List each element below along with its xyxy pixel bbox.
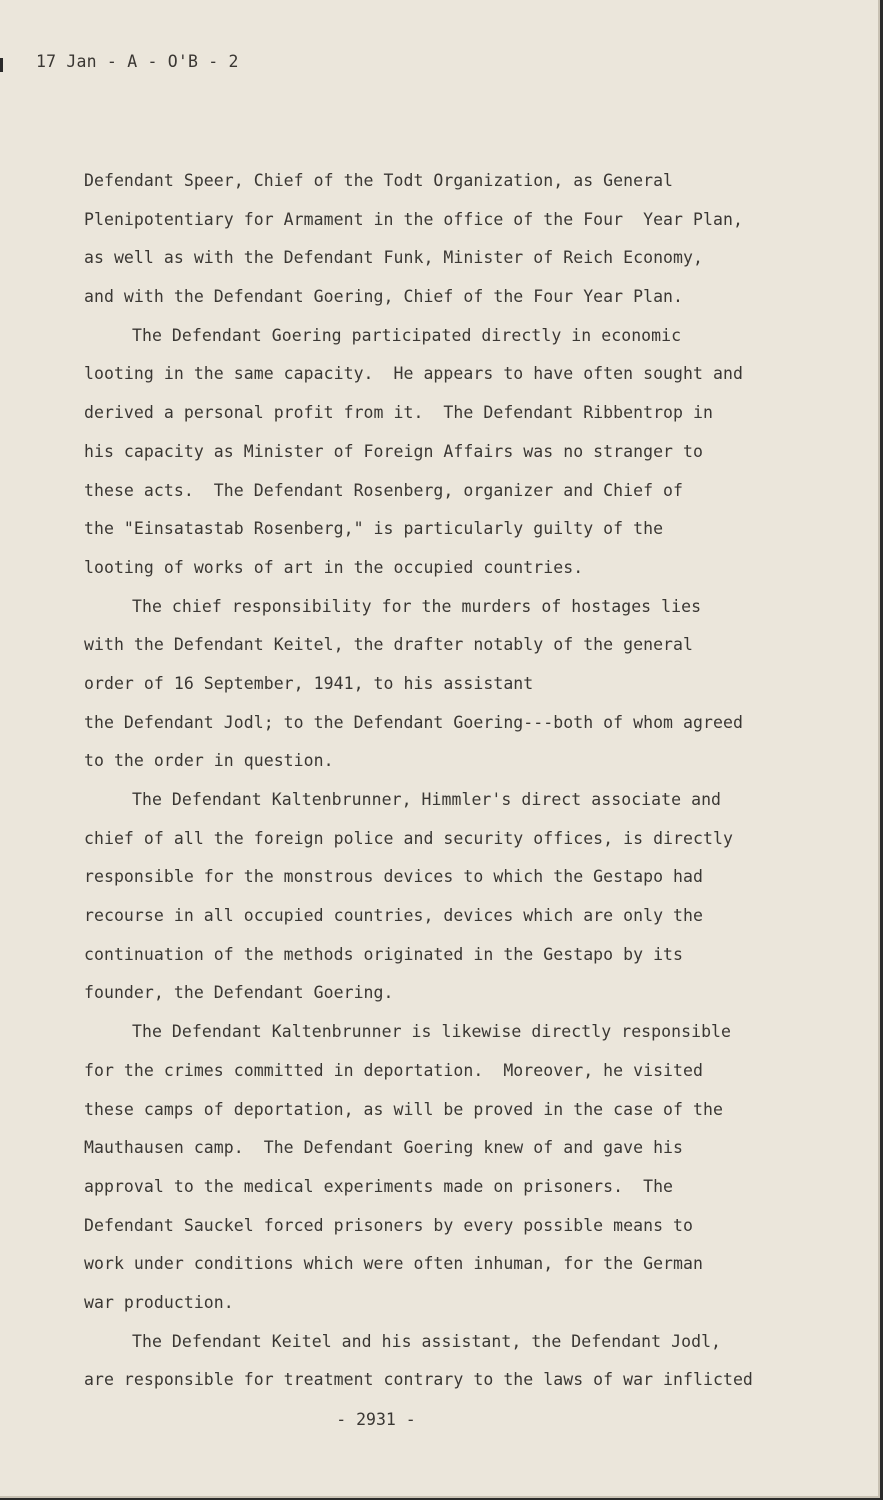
- text-line: these acts. The Defendant Rosenberg, organizer and Chief of: [84, 480, 684, 500]
- page-number: - 2931 -: [336, 1410, 416, 1429]
- text-line: to the order in question.: [84, 751, 334, 771]
- text-line: The chief responsibility for the murders of hostages lies: [132, 596, 702, 616]
- text-line: continuation of the methods originated in the Gestapo by its: [84, 944, 684, 964]
- scan-edge-mark: [0, 58, 3, 72]
- text-line: Defendant Speer, Chief of the Todt Organization, as General: [84, 171, 674, 190]
- text-line: chief of all the foreign police and security offices, is directly: [84, 828, 733, 848]
- text-line: looting of works of art in the occupied countries.: [84, 557, 584, 577]
- text-line: derived a personal profit from it. The Defendant Ribbentrop in: [84, 403, 713, 423]
- page-header: 17 Jan - A - O'B - 2: [36, 52, 239, 71]
- text-line: responsible for the monstrous devices to which the Gestapo had: [84, 867, 703, 887]
- text-line: looting in the same capacity. He appears to have often sought and: [84, 364, 743, 384]
- text-line: approval to the medical experiments made on prisoners. The: [84, 1176, 674, 1196]
- text-line: order of 16 September, 1941, to his assistant: [84, 673, 534, 693]
- text-line: The Defendant Kaltenbrunner is likewise directly responsible: [132, 1022, 732, 1042]
- text-line: Mauthausen camp. The Defendant Goering knew of and gave his: [84, 1138, 684, 1158]
- text-line: work under conditions which were often inhuman, for the German: [84, 1254, 703, 1274]
- text-line: founder, the Defendant Goering.: [84, 983, 394, 1003]
- text-line: The Defendant Kaltenbrunner, Himmler's direct associate and: [132, 790, 722, 809]
- text-line: recourse in all occupied countries, devices which are only the: [84, 906, 703, 926]
- text-line: are responsible for treatment contrary to the laws of war inflicted: [84, 1370, 753, 1390]
- text-line: and with the Defendant Goering, Chief of the Four Year Plan.: [84, 287, 684, 307]
- text-line: as well as with the Defendant Funk, Minister of Reich Economy,: [84, 248, 703, 268]
- page-footer: [0, 1410, 878, 1429]
- text-line: The Defendant Goering participated directly in economic: [132, 325, 682, 345]
- text-line: these camps of deportation, as will be proved in the case of the: [84, 1099, 723, 1119]
- text-line: The Defendant Keitel and his assistant, the Defendant Jodl,: [132, 1331, 722, 1351]
- document-body: [84, 168, 764, 1406]
- text-line: with the Defendant Keitel, the drafter notably of the general: [84, 635, 694, 655]
- text-line: Defendant Sauckel forced prisoners by every possible means to: [84, 1215, 694, 1235]
- text-line: for the crimes committed in deportation. Moreover, he visited: [84, 1060, 703, 1080]
- text-line: the "Einsatastab Rosenberg," is particularly guilty of the: [84, 519, 664, 539]
- text-line: the Defendant Jodl; to the Defendant Goering---both of whom agreed: [84, 712, 743, 732]
- text-line: Plenipotentiary for Armament in the office of the Four Year Plan,: [84, 209, 743, 229]
- text-line: war production.: [84, 1292, 234, 1312]
- text-line: his capacity as Minister of Foreign Affairs was no stranger to: [84, 441, 703, 461]
